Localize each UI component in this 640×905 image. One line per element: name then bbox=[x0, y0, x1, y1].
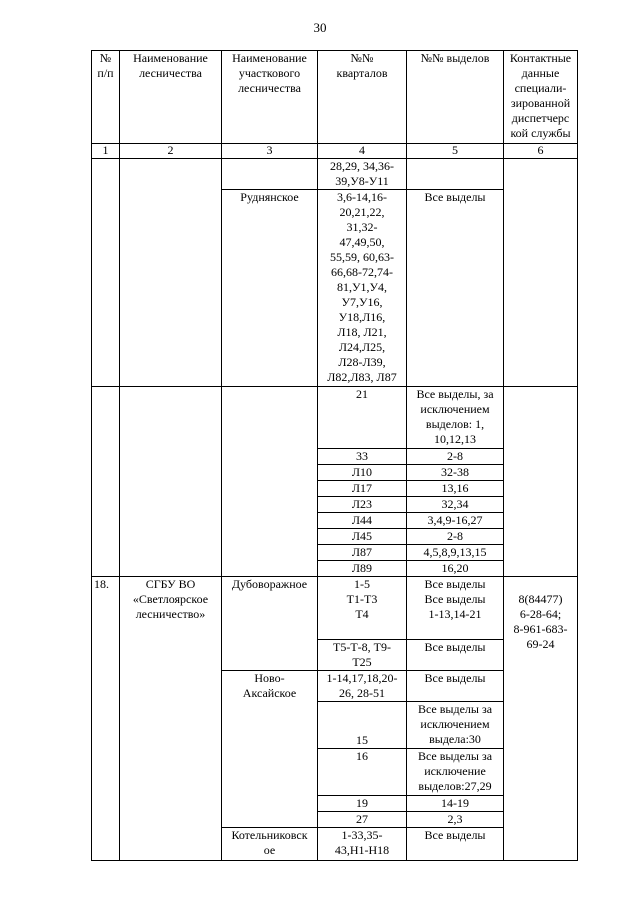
cell-uchastok: Котельниковск ое bbox=[222, 828, 318, 861]
cell-uchastok: Руднянское bbox=[222, 190, 318, 387]
cell-uchastok: Ново- Аксайское bbox=[222, 671, 318, 828]
column-number: 4 bbox=[318, 144, 407, 159]
cell-number bbox=[92, 387, 120, 577]
cell-vydel: Все выделы Все выделы 1-13,14-21 bbox=[407, 577, 504, 640]
header-number: № п/п bbox=[92, 51, 120, 144]
cell-number: 18. bbox=[92, 577, 120, 861]
cell-vydel: Все выделы за исключение выделов:27,29 bbox=[407, 749, 504, 796]
cell-vydel: Все выделы bbox=[407, 640, 504, 671]
cell-kvartal: Л89 bbox=[318, 561, 407, 577]
cell-vydel: 2-8 bbox=[407, 449, 504, 465]
table-row bbox=[92, 387, 578, 449]
cell-kvartal: Л44 bbox=[318, 513, 407, 529]
header-lesnichestvo: Наименование лесничества bbox=[120, 51, 222, 144]
cell-kvartal: 27 bbox=[318, 812, 407, 828]
cell-vydel: 13,16 bbox=[407, 481, 504, 497]
header-contact: Контактные данные специали- зированной диспетчерс кой службы bbox=[504, 51, 578, 144]
cell-kvartal: 3,6-14,16- 20,21,22, 31,32- 47,49,50, 55,59, 60,63- 66,68-72,74- 81,У1,У4, У7,У16, У18,Л16, Л18, Л21, Л24,Л25, Л28-Л39, Л82,Л83, Л87 bbox=[318, 190, 407, 387]
cell-kvartal: 1-5 Т1-Т3 Т4 bbox=[318, 577, 407, 640]
cell-vydel: 32-38 bbox=[407, 465, 504, 481]
cell-vydel: Все выделы bbox=[407, 190, 504, 387]
cell-kvartal: Л17 bbox=[318, 481, 407, 497]
cell-vydel: 14-19 bbox=[407, 796, 504, 812]
table-row bbox=[92, 159, 578, 190]
header-uchastok: Наименование участкового лесничества bbox=[222, 51, 318, 144]
cell-vydel: Все выделы, за исключением выделов: 1, 10,12,13 bbox=[407, 387, 504, 449]
cell-vydel: 4,5,8,9,13,15 bbox=[407, 545, 504, 561]
cell-uchastok bbox=[222, 387, 318, 577]
cell-vydel: Все выделы bbox=[407, 828, 504, 861]
cell-vydel: 3,4,9-16,27 bbox=[407, 513, 504, 529]
cell-kvartal: Т5-Т-8, Т9- Т25 bbox=[318, 640, 407, 671]
cell-uchastok bbox=[222, 159, 318, 190]
column-number: 1 bbox=[92, 144, 120, 159]
cell-kvartal: Л10 bbox=[318, 465, 407, 481]
cell-kvartal: 33 bbox=[318, 449, 407, 465]
cell-vydel: Все выделы за исключением выдела:30 bbox=[407, 702, 504, 749]
cell-contact bbox=[504, 387, 578, 577]
cell-lesnichestvo: СГБУ ВО «Светлоярское лесничество» bbox=[120, 577, 222, 861]
forestry-table bbox=[91, 50, 578, 861]
header-kvartal: №№ кварталов bbox=[318, 51, 407, 144]
column-number: 5 bbox=[407, 144, 504, 159]
column-number: 2 bbox=[120, 144, 222, 159]
cell-kvartal: 15 bbox=[318, 702, 407, 749]
column-number: 3 bbox=[222, 144, 318, 159]
cell-lesnichestvo bbox=[120, 387, 222, 577]
page-number: 30 bbox=[313, 20, 327, 35]
cell-vydel bbox=[407, 159, 504, 190]
cell-number bbox=[92, 159, 120, 387]
cell-lesnichestvo bbox=[120, 159, 222, 387]
table-row bbox=[92, 577, 578, 640]
cell-vydel: Все выделы bbox=[407, 671, 504, 702]
cell-kvartal: 28,29, 34,36- 39,У8-У11 bbox=[318, 159, 407, 190]
cell-contact: 8(84477) 6-28-64; 8-961-683- 69-24 bbox=[504, 577, 578, 861]
cell-kvartal: 1-33,35- 43,Н1-Н18 bbox=[318, 828, 407, 861]
cell-kvartal: 16 bbox=[318, 749, 407, 796]
cell-vydel: 32,34 bbox=[407, 497, 504, 513]
column-number-row bbox=[92, 144, 578, 159]
cell-contact bbox=[504, 159, 578, 387]
cell-vydel: 2,3 bbox=[407, 812, 504, 828]
cell-kvartal: Л23 bbox=[318, 497, 407, 513]
cell-uchastok: Дубоворажное bbox=[222, 577, 318, 671]
cell-kvartal: 21 bbox=[318, 387, 407, 449]
column-number: 6 bbox=[504, 144, 578, 159]
cell-kvartal: 1-14,17,18,20- 26, 28-51 bbox=[318, 671, 407, 702]
cell-kvartal: Л87 bbox=[318, 545, 407, 561]
header-vydel: №№ выделов bbox=[407, 51, 504, 144]
cell-vydel: 2-8 bbox=[407, 529, 504, 545]
cell-vydel: 16,20 bbox=[407, 561, 504, 577]
cell-kvartal: 19 bbox=[318, 796, 407, 812]
table-header-row bbox=[92, 51, 578, 144]
cell-kvartal: Л45 bbox=[318, 529, 407, 545]
